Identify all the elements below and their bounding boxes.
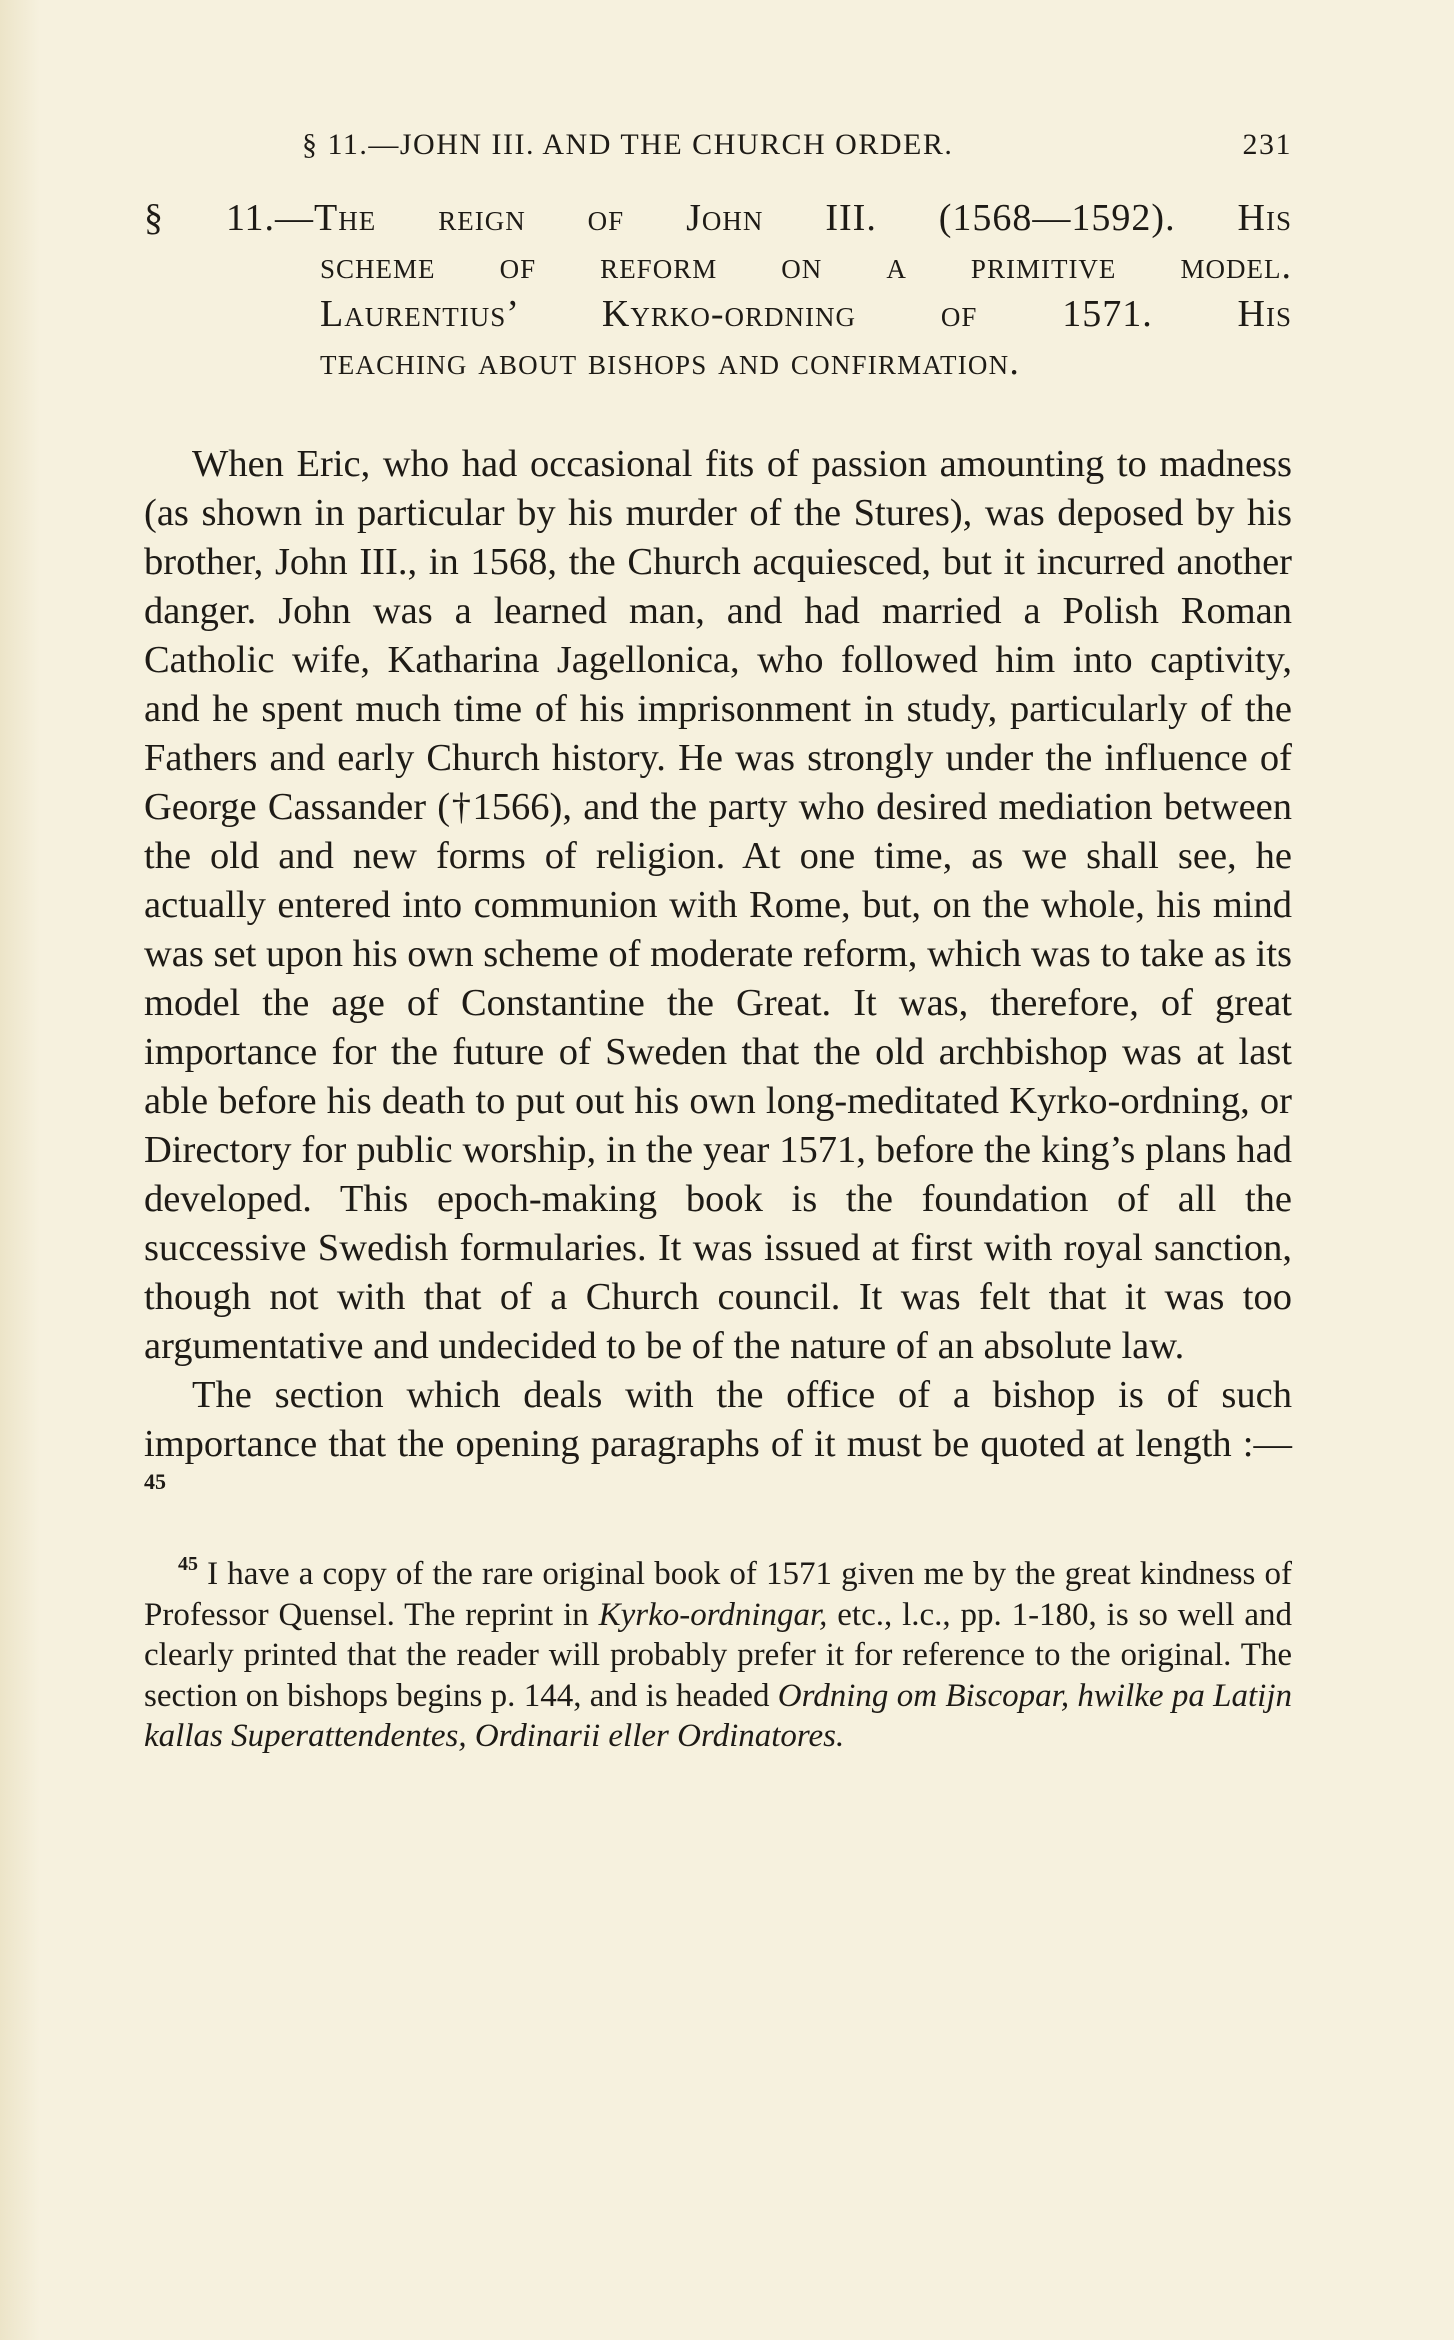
heading-line-2: scheme of reform on a primitive model. [320,245,1292,287]
paragraph-1: When Eric, who had occasional fits of passion amounting to madness (as shown in particular by his murder of the Stures), was deposed by his brother, John III., in 1568, the Church acquiesced, but it incurred another danger. John was a learned man, and had married a Polish Roman Catholic wife, Katharina Jagellonica, who followed him into captivity, and he spent much time of his imprisonment in study, particularly of the Fathers and early Church history. He was strongly under the influence of George Cassander (†1566), and the party who desired mediation between the old and new forms of religion. At one time, as we shall see, he actually entered into communion with Rome, but, on the whole, his mind was set upon his own scheme of moderate reform, which was to take as its model the age of Constantine the Great. It was, therefore, of great importance for the future of Sweden that the old archbishop was at last able before his death to put out his own long-meditated Kyrko-ordning, or Directory for public worship, in the year 1571, before the king’s plans had developed. This epoch-making book is the foundation of all the successive Swedish formularies. It was issued at first with royal sanction, though not with that of a Church council. It was felt that it was too argumentative and undecided to be of the nature of an absolute law. [144,443,1292,1367]
footnote-reference[interactable]: 45 [144,1469,166,1494]
footnote-title-ordning: Ordning om Biscopar, hwilke pa Latijn kallas Superattendentes, Ordinarii eller Ordinatores. [144,1677,1292,1754]
heading-line-1: § 11.—The reign of John III. (1568—1592). His [144,197,1292,239]
running-head [144,128,1292,182]
heading-line-4: teaching about bishops and confirmation. [320,341,1021,383]
page-content [144,128,1292,1757]
paragraph-2 [144,1371,1292,1518]
running-head-title: § 11.—JOHN III. AND THE CHURCH ORDER. [302,128,954,161]
footnote-text-mid: etc., l.c., pp. 1-180, is so well and clearly printed that the reader will probably prefer it for reference to the original. The section on bishops begins p. 144, and is headed [144,1596,1292,1714]
footnote [144,1554,1292,1757]
section-heading [144,194,1292,386]
body-text [144,440,1292,1518]
footnote-title-kyrko: Kyrko-ordningar, [598,1596,828,1633]
page-number: 231 [1242,128,1292,161]
page-edge-shadow [0,0,40,2340]
footnote-text: I have a copy of the rare original book of 1571 given me by the great kindness of Professor Quensel. The reprint in [144,1556,1292,1633]
paragraph-2-text: The section which deals with the office of a bishop is of such importance that the opening paragraphs of it must be quoted at length :— [144,1374,1292,1465]
heading-line-3: Laurentius’ Kyrko-ordning of 1571. His [320,293,1292,335]
footnote-marker: 45 [178,1553,198,1575]
